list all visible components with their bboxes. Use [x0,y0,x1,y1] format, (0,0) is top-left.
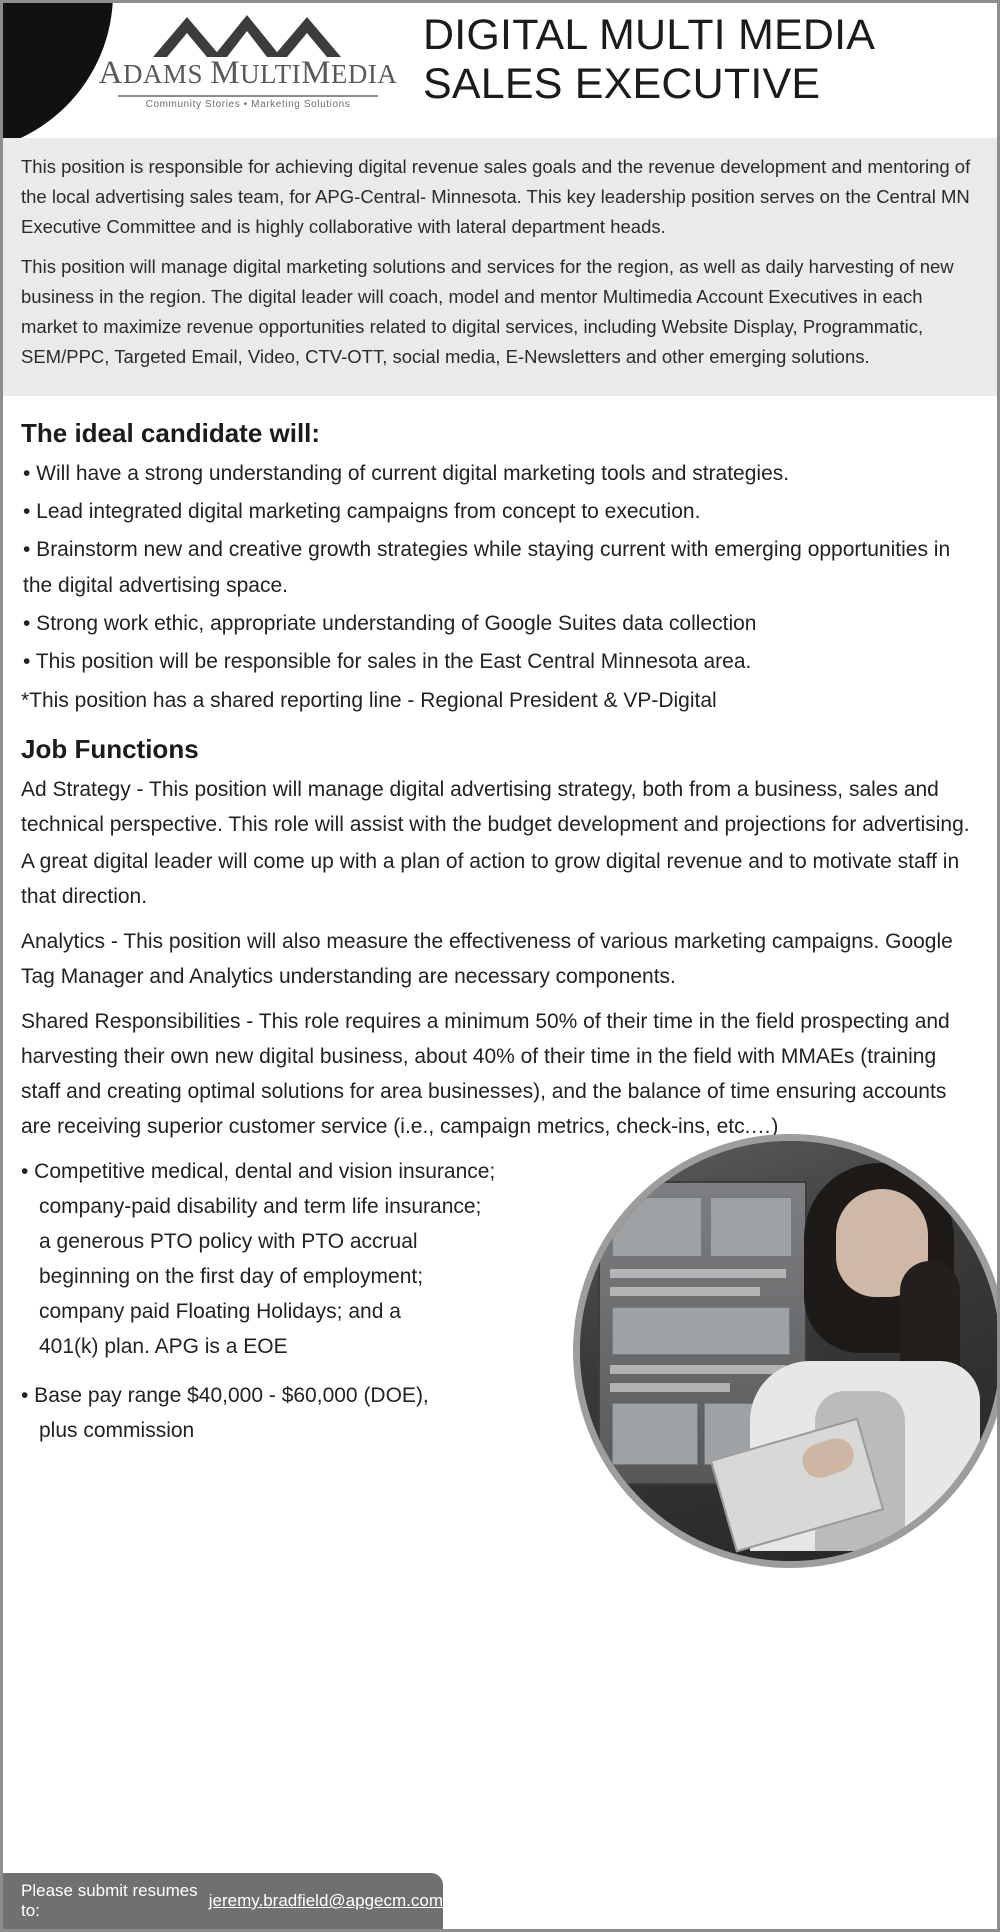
intro-paragraph-1: This position is responsible for achieving digital revenue sales goals and the revenue development and mentoring of the local advertising sales team, for APG-Central- Minnesota. This key leadership position serves on the Central MN Executive Committee and is highly collaborative with lateral department heads. [21,156,971,237]
list-item [21,1154,581,1364]
list-item: • This position will be responsible for sales in the East Central Minnesota area. [23,650,752,673]
benefits-line-4: beginning on the first day of employment; [39,1265,424,1288]
job-functions-heading: Job Functions [21,734,199,764]
list-item: • Lead integrated digital marketing campaigns from concept to execution. [23,500,701,523]
benefits-line-5: company paid Floating Holidays; and a [39,1300,401,1323]
intro-panel [3,138,997,396]
list-item: • Will have a strong understanding of current digital marketing tools and strategies. [23,462,790,485]
pay-range-line-1: • Base pay range $40,000 - $60,000 (DOE), [21,1384,429,1407]
employee-photo [573,1134,1000,1568]
benefits-list [21,1154,581,1448]
reporting-line-note: *This position has a shared reporting line - Regional President & VP-Digital [21,689,717,712]
logo-wordmark: ADAMS MULTIMEDIA [98,55,398,91]
job-functions-paragraph-4: Shared Responsibilities - This role requires a minimum 50% of their time in the field prospecting and harvesting their own new digital business, about 40% of their time in the field with MMAEs (training staff and creating optimal solutions for area businesses), and the balance of time ensuring accounts are receiving superior customer service (i.e., campaign metrics, check-ins, etc.…) [21,1010,950,1138]
page-title [423,11,987,109]
ideal-candidate-heading: The ideal candidate will: [21,418,321,448]
submit-resumes-footer [3,1873,443,1929]
footer-label: Please submit resumes to: [21,1881,198,1920]
benefits-line-1: • Competitive medical, dental and vision insurance; [21,1160,496,1183]
header-corner-decoration [3,3,113,138]
body-content [3,396,997,1144]
benefits-line-2: company-paid disability and term life insurance; [39,1195,482,1218]
page-title-line-1: DIGITAL MULTI MEDIA [423,11,876,59]
job-functions-paragraph-2: A great digital leader will come up with a plan of action to grow digital revenue and to motivate staff in that direction. [21,850,960,908]
header [3,3,997,138]
company-logo [98,13,398,110]
job-functions-paragraph-3: Analytics - This position will also measure the effectiveness of various marketing campaigns. Google Tag Manager and Analytics understanding are necessary components. [21,930,953,988]
list-item: • Brainstorm new and creative growth strategies while staying current with emerging opportunities in the digital advertising space. [23,538,951,597]
list-item: • Strong work ethic, appropriate understanding of Google Suites data collection [23,612,757,635]
mountain-peaks-icon [143,13,353,59]
photo-background [580,1141,1000,1561]
logo-divider [118,95,378,97]
intro-paragraph-2: This position will manage digital marketing solutions and services for the region, as well as daily harvesting of new business in the region. The digital leader will coach, model and mentor Multimedia Account Executives in each market to maximize revenue opportunities related to digital services, including Website Display, Programmatic, SEM/PPC, Targeted Email, Video, CTV-OTT, social media, E-Newsletters and other emerging solutions. [21,256,954,367]
logo-tagline: Community Stories • Marketing Solutions [145,99,351,110]
job-functions-paragraph-1: Ad Strategy - This position will manage digital advertising strategy, both from a business, sales and technical perspective. This role will assist with the budget development and projections for advertising. [21,778,970,836]
benefits-line-6: 401(k) plan. APG is a EOE [39,1335,288,1358]
resume-email-link[interactable]: jeremy.bradfield@apgecm.com [208,1891,443,1910]
list-item [21,1378,581,1448]
page-title-line-2: SALES EXECUTIVE [423,60,821,108]
benefits-section [3,1154,997,1448]
pay-range-line-2: plus commission [39,1419,195,1442]
benefits-line-3: a generous PTO policy with PTO accrual [39,1230,418,1253]
